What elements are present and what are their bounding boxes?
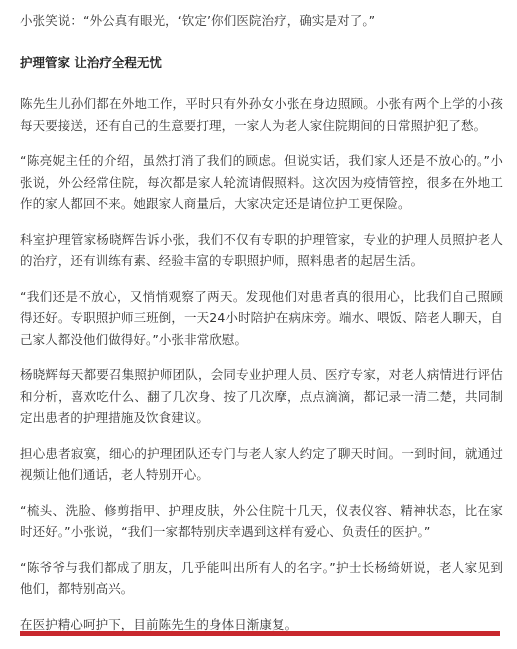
body-paragraph: 担心患者寂寞，细心的护理团队还专门与老人家人约定了聊天时间。一到时间，就通过视频让他们通话，老人特别开心。: [20, 445, 503, 482]
section-heading: 护理管家 让治疗全程无忧: [20, 54, 162, 70]
body-paragraph: 杨晓辉每天都要召集照护师团队，会同专业护理人员、医疗专家，对老人病情进行评估和分析，喜欢吃什么、翻了几次身、按了几次摩，点点滴滴，都记录一清二楚，共同制定出患者的护理措施及饮食建议。: [20, 367, 503, 425]
body-paragraph: 在医护精心呵护下，目前陈先生的身体日渐康复。: [20, 616, 298, 632]
body-paragraph: “梳头、洗脸、修剪指甲、护理皮肤，外公住院十几天，仪表仪容、精神状态，比在家时还好。”小张说，“我们一家都特别庆幸遇到这样有爱心、负责任的医护。”: [20, 502, 503, 539]
body-paragraph: 陈先生儿孙们都在外地工作，平时只有外孙女小张在身边照顾。小张有两个上学的小孩每天要接送，还有自己的生意要打理，一家人为老人家住院期间的日常照护犯了愁。: [20, 96, 503, 133]
body-paragraph: 科室护理管家杨晓辉告诉小张，我们不仅有专职的护理管家，专业的护理人员照护老人的治疗，还有训练有素、经验丰富的专职照护师，照料患者的起居生活。: [20, 231, 503, 268]
article-body: [20, 10, 503, 649]
body-paragraph: “陈亮妮主任的介绍，虽然打消了我们的顾虑。但说实话，我们家人还是不放心的。”小张说，外公经常住院，每次都是家人轮流请假照料。这次因为疫情管控，很多在外地工作的家人都回不来。她跟家人商量后，大家决定还是请位护工更保险。: [20, 153, 503, 211]
bottom-divider-bar: [20, 631, 500, 636]
quote-paragraph: 小张笑说：“外公真有眼光，‘钦定’你们医院治疗，确实是对了。”: [20, 13, 376, 28]
body-paragraph: “陈爷爷与我们都成了朋友，几乎能叫出所有人的名字。”护士长杨绮妍说，老人家见到他们，都特别高兴。: [20, 559, 503, 596]
body-paragraph: “我们还是不放心，又悄悄观察了两天。发现他们对患者真的很用心，比我们自己照顾得还好。专职照护师三班倒，一天24小时陪护在病床旁。端水、喂饭、陪老人聊天，自己家人都没他们做得好。”小张非常欣慰。: [20, 288, 503, 347]
